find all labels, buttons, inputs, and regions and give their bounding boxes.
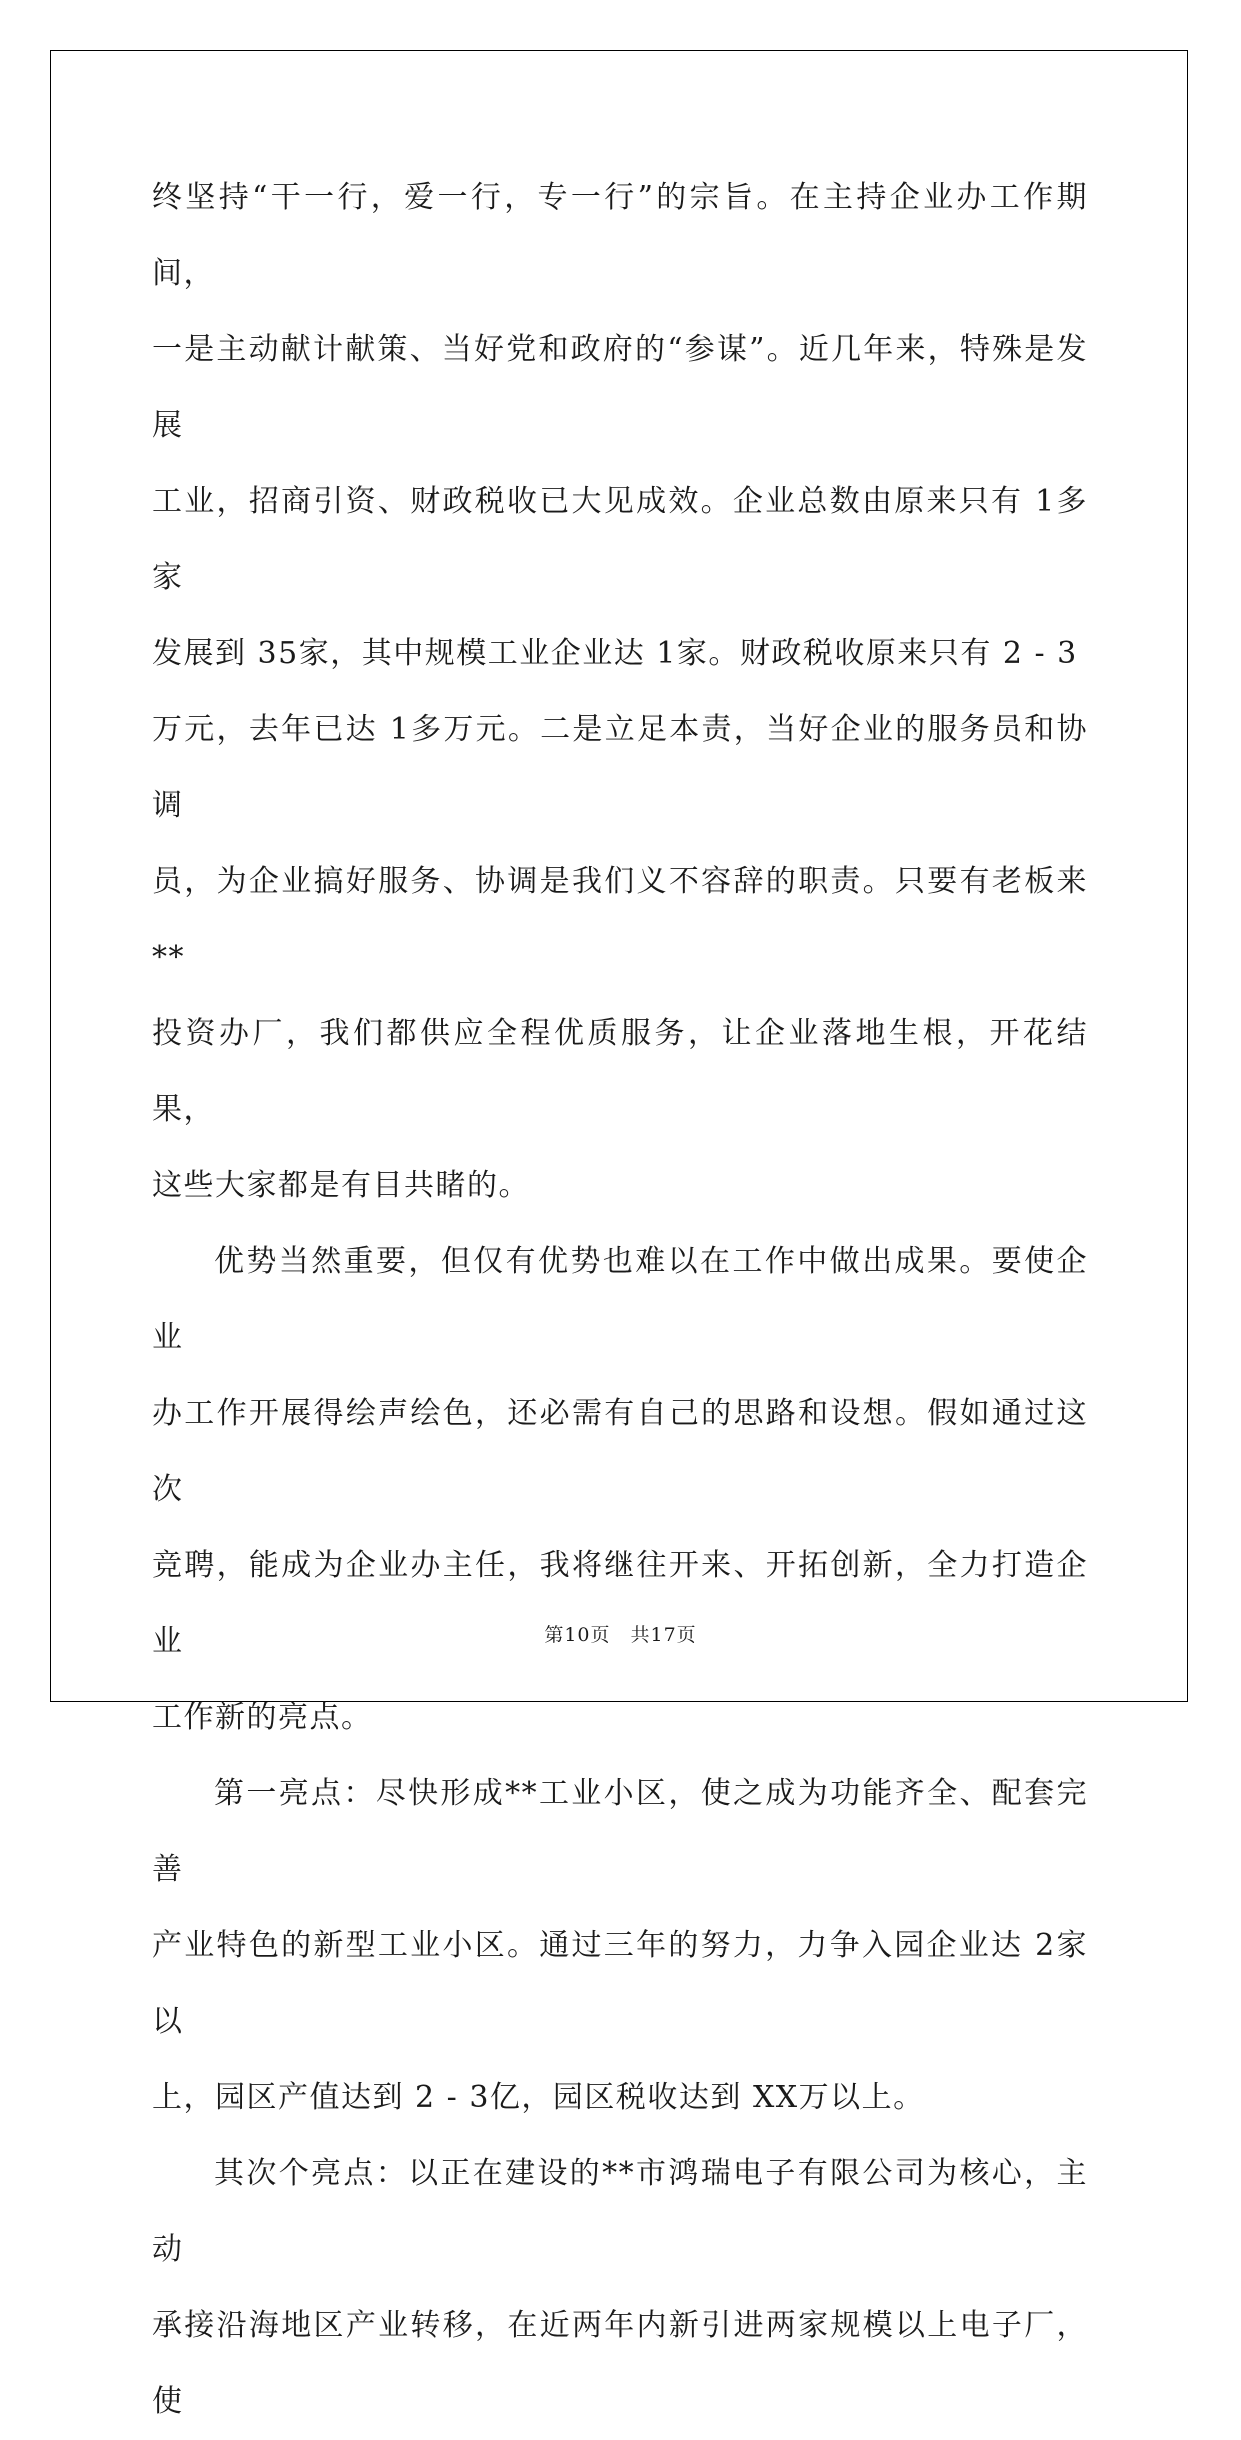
paragraph [152, 1756, 1088, 2136]
text-line: 第一亮点：尽快形成**工业小区，使之成为功能齐全、配套完善 [152, 1776, 1088, 1887]
document-body [152, 160, 1088, 2440]
paragraph [152, 2136, 1088, 2440]
text-line: 产业特色的新型工业小区。通过三年的努力，力争入园企业达 2家以 [152, 1928, 1088, 2039]
text-line: 工业，招商引资、财政税收已大见成效。企业总数由原来只有 1多家 [152, 484, 1088, 595]
text-line: 办工作开展得绘声绘色，还必需有自己的思路和设想。假如通过这次 [152, 1396, 1088, 1507]
text-line: 这些大家都是有目共睹的。 [152, 1168, 530, 1203]
text-line: 承接沿海地区产业转移，在近两年内新引进两家规模以上电子厂，使 [152, 2308, 1088, 2419]
page-number: 第10页 [544, 1624, 611, 1646]
page-footer [0, 1620, 1241, 1647]
text-line: 员，为企业搞好服务、协调是我们义不容辞的职责。只要有老板来** [152, 864, 1088, 975]
paragraph [152, 160, 1088, 1224]
text-line: 竞聘，能成为企业办主任，我将继往开来、开拓创新，全力打造企业 [152, 1548, 1088, 1659]
text-line: 终坚持“干一行，爱一行，专一行”的宗旨。在主持企业办工作期间， [152, 180, 1088, 291]
page-total: 共17页 [630, 1624, 697, 1646]
text-line: 一是主动献计献策、当好党和政府的“参谋”。近几年来，特殊是发展 [152, 332, 1088, 443]
text-line: 上，园区产值达到 2 - 3亿，园区税收达到 XX万以上。 [152, 2080, 925, 2115]
text-line: 其次个亮点：以正在建设的**市鸿瑞电子有限公司为核心，主动 [152, 2156, 1088, 2267]
text-line: 工作新的亮点。 [152, 1700, 373, 1735]
text-line: 投资办厂，我们都供应全程优质服务，让企业落地生根，开花结果， [152, 1016, 1088, 1127]
text-line: 优势当然重要，但仅有优势也难以在工作中做出成果。要使企业 [152, 1244, 1088, 1355]
text-line: 发展到 35家，其中规模工业企业达 1家。财政税收原来只有 2 - 3 [152, 636, 1078, 671]
text-line: 万元，去年已达 1多万元。二是立足本责，当好企业的服务员和协调 [152, 712, 1088, 823]
paragraph [152, 1224, 1088, 1756]
